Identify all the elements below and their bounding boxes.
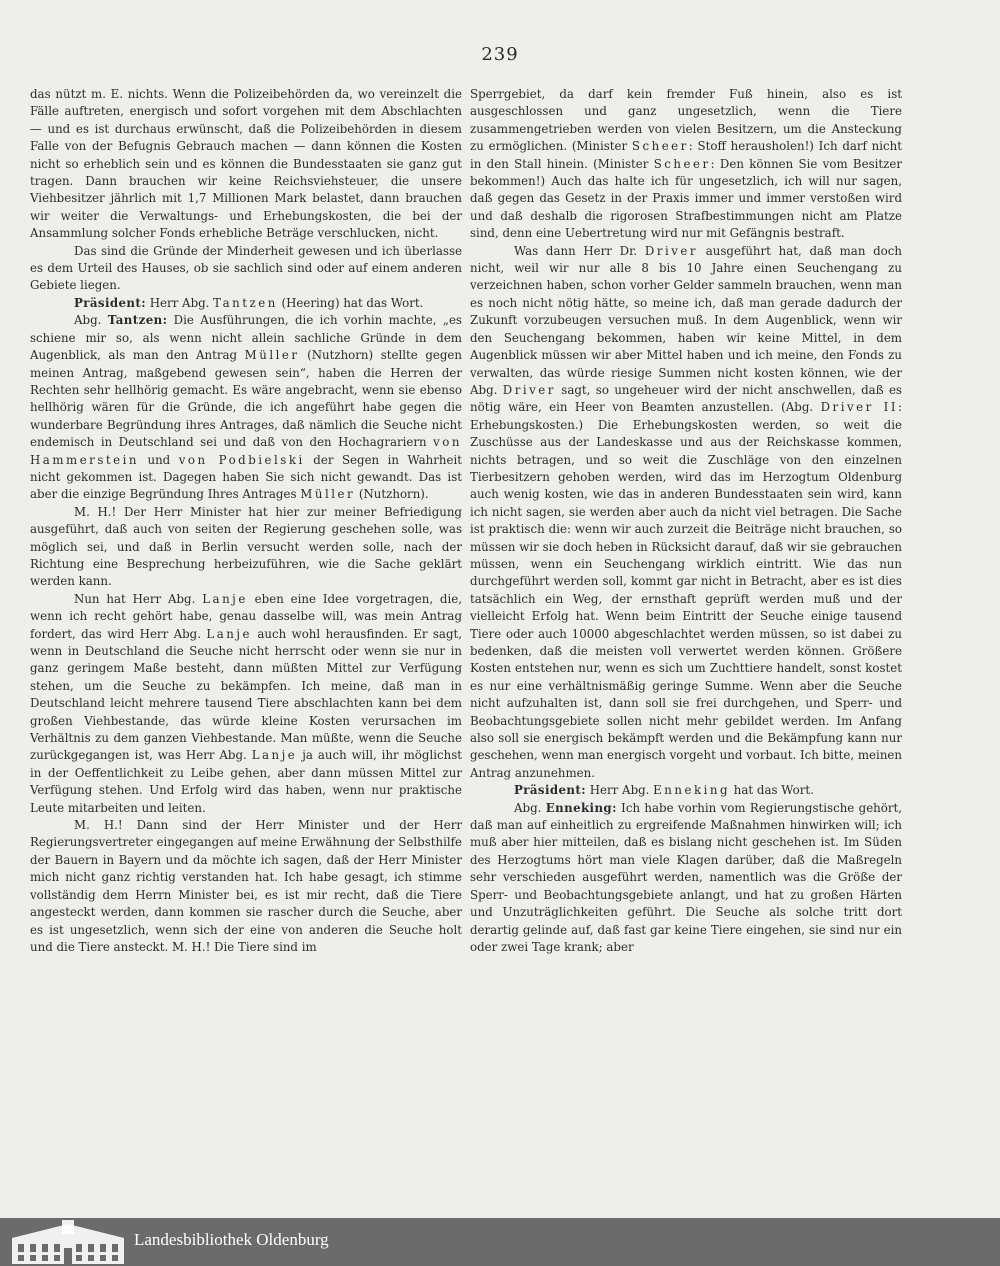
spaced-name: von Podbielski (178, 452, 305, 467)
text-run: (Nutzhorn). (355, 487, 429, 502)
paragraph (30, 86, 462, 243)
text-run: Ich habe vorhin vom Regierungstische gehört, daß man auf einheitlich zu ergreifende Maßnahmen hinwirken will; ich muß aber hier mitteilen, daß es bislang nicht geschehen ist. Im Süden des Herzogtums hört man viele Klagen darüber, daß die Maßregeln sehr verschieden ausgeführt werden, namentlich was die Größe der Sperr- und Beobachtungsgebiete anlangt, und hat zu großen Härten und Unzuträglichkeiten geführt. Die Seuche als solche tritt dort derartig gelinde auf, daß fast gar keine Tiere eingehen, sie sind nur ein oder zwei Tage krank; aber (470, 800, 902, 954)
text-column-right (470, 86, 902, 956)
spaced-name: Müller (300, 487, 356, 502)
text-run: Abg. (514, 800, 546, 815)
spaced-name: Tantzen (213, 295, 278, 310)
text-run: : Erhebungskosten.) Die Erhebungskosten werden, so weit die Zuschüsse aus der Landeskasse und aus der Reichskasse kommen, nichts betragen, und so weit die Zuschläge von den einzelnen Tierbesitzern gehoben werden, wird das im Herzogtum Oldenburg auch wenig kosten, wie das in anderen Bundesstaaten sein wird, kann ich nicht sagen, sie werden aber auch da nicht viel betragen. Die Sache ist praktisch die: wenn wir auch zurzeit die Beiträge nicht brauchen, so müssen wir sie doch heben in Rücksicht darauf, daß wir sie gebrauchen müssen, wenn ein Seuchengang wirklich eintritt. Wie das nun durchgeführt werden soll, kommt gar nicht in Betracht, aber es ist dies tatsächlich ein Weg, der ernsthaft geprüft werden muß und der vielleicht Erfolg hat. Wenn beim Eintritt der Seuche einige tausend Tiere oder auch 10000 abgeschlachtet werden müssen, so ist dabei zu bedenken, daß die meisten voll verwertet werden können. Größere Kosten entstehen nur, wenn es sich um Zuchttiere handelt, sonst kostet es nur eine verhältnismäßig geringe Summe. Wenn aber die Seuche nicht aufzuhalten ist, dann soll sie frei durchgehen, und Sperr- und Beobachtungsgebiete sollen nicht mehr gebildet werden. Im Anfang also soll sie energisch bekämpft werden und die Bekämpfung kann nur geschehen, wenn man energisch vorgeht und vorbaut. Ich bitte, meinen Antrag anzunehmen. (470, 400, 902, 780)
text-run: Was dann Herr Dr. (514, 243, 645, 258)
paragraph (30, 591, 462, 817)
page-number: 239 (481, 44, 519, 65)
library-building-logo (12, 1220, 124, 1264)
text-run: ja auch will, ihr möglichst in der Oeffentlichkeit zu Leibe gehen, aber dann müssen Mittel zur Verfügung stehen. Und Erfolg wird das haben, wenn nur praktische Leute mitarbeiten und leiten. (30, 748, 462, 815)
text-run: M. H.! Der Herr Minister hat hier zur meiner Befriedigung ausgeführt, daß auch von seiten der Regierung geschehen solle, was möglich sei, und daß in Berlin versucht werden solle, nach der Richtung eine Besprechung herbeizuführen, wie die Sache geklärt werden kann. (30, 504, 462, 589)
spaced-name: Driver (502, 382, 556, 397)
text-run: Nun hat Herr Abg. (74, 591, 203, 606)
text-run: Die Ausführungen, die ich vorhin machte, „es schiene mir so, als wenn nicht allein sachliche Gründe in dem Augenblick, als man den Antrag (30, 313, 462, 363)
text-run: und (138, 452, 179, 467)
footer-bar (0, 1218, 1000, 1266)
text-run: M. H.! Dann sind der Herr Minister und der Herr Regierungsvertreter eingegangen auf meine Erwähnung der Selbsthilfe der Bauern in Bayern und da möchte ich sagen, daß der Herr Minister mich nicht ganz richtig verstanden hat. Ich habe gesagt, ich stimme vollständig dem Herrn Minister bei, es ist mir recht, daß die Tiere angesteckt werden, dann kommen sie rascher durch die Seuche, aber es ist ungesetzlich, wenn sich der eine von anderen die Seuche holt und die Tiere ansteckt. M. H.! Die Tiere sind im (30, 818, 462, 954)
spaced-name: Scheer (653, 156, 711, 171)
text-run: das nützt m. E. nichts. Wenn die Polizeibehörden da, wo vereinzelt die Fälle auftreten, energisch und sofort vorgehen mit dem Abschlachten — und es ist durchaus erwünscht, daß die Polizeibehörden in diesem Falle von der Befugnis Gebrauch machen — dann können die Kosten nicht so erheblich sein und es können die Bundesstaaten sie ganz gut tragen. Dann brauchen wir keine Reichsviehsteuer, die unsere Viehbesitzer jährlich mit 1,7 Millionen Mark belastet, dann brauchen wir weiter die Verwaltungs- und Erhebungskosten, die bei der Ansammlung solcher Fonds erhebliche Beträge verschlucken, nicht. (30, 87, 462, 241)
spaced-name: von Hammerstein (30, 435, 462, 467)
text-run: eben eine Idee vorgetragen, die, wenn ich recht gehört habe, genau dasselbe will, was mein Antrag fordert, das wird Herr Abg. (30, 591, 462, 641)
paragraph (30, 312, 462, 503)
spaced-name: Enneking (653, 783, 731, 798)
spaced-name: Driver (644, 243, 699, 258)
spaced-name: Driver II (820, 400, 899, 415)
text-run: der Segen in Wahrheit nicht gekommen ist. Dagegen haben Sie sich nicht gewandt. Das ist aber die einzige Begründung Ihres Antrages (30, 452, 462, 502)
paragraph (30, 295, 462, 312)
footer-label: Landesbibliothek Oldenburg (134, 1230, 329, 1249)
paragraph (30, 817, 462, 956)
text-run: hat das Wort. (730, 783, 814, 798)
speaker-name: Präsident: (514, 783, 586, 798)
text-run: Herr Abg. (146, 295, 214, 310)
speaker-name: Präsident: (74, 295, 146, 310)
spaced-name: Lanje (251, 748, 298, 763)
text-column-left (30, 86, 462, 956)
text-run: Sperrgebiet, da darf kein fremder Fuß hinein, also es ist ausgeschlossen und ganz ungesetzlich, wenn die Tiere zusammengetrieben werden von vielen Besitzern, um die Ansteckung zu ermöglichen. (Minister (470, 87, 902, 154)
text-run: Abg. (74, 313, 108, 328)
text-run: (Nutzhorn) stellte gegen meinen Antrag, maßgebend gewesen sein“, haben die Herren der Rechten sehr hellhörig gemacht. Es wäre angebracht, wenn sie ebenso hellhörig wären für die Gründe, die ich angeführt habe gegen die wunderbare Begründung ihres Antrages, daß nämlich die Seuche nicht endemisch in Deutschland sei und daß von den Hochagrariern (30, 348, 462, 450)
speaker-name: Tantzen: (107, 313, 168, 328)
text-run: : Stoff herausholen!) Ich darf nicht in den Stall hinein. (Minister (470, 139, 902, 171)
spaced-name: Müller (244, 348, 300, 363)
text-run: Das sind die Gründe der Minderheit gewesen und ich überlasse es dem Urteil des Hauses, ob sie sachlich sind oder auf einem anderen Gebiete liegen. (30, 243, 462, 293)
text-run: : Den können Sie vom Besitzer bekommen!) Auch das halte ich für ungesetzlich, ich will nur sagen, daß gegen das Gesetz in der Praxis immer und immer verstoßen wird und daß deshalb die rigorosen Strafbestimmungen nicht am Platze sind, denn eine Uebertretung wird nur mit Gefängnis bestraft. (470, 156, 902, 241)
spaced-name: Lanje (206, 626, 252, 641)
text-run: ausgeführt hat, daß man doch nicht, weil wir nur alle 8 bis 10 Jahre einen Seuchengang zu verzeichnen haben, schon vorher Gelder sammeln brauchen, wenn man es noch nicht nötig hätte, so meine ich, daß man gerade dadurch der Zukunft vorzubeugen versuchen muß. In dem Augenblick, wenn wir den Seuchengang bekommen, haben wir keine Mittel, in dem Augenblick müssen wir aber Mittel haben und ich meine, den Fonds zu verwalten, das würde riesige Summen nicht kosten können, wie der Abg. (470, 243, 902, 397)
text-run: auch wohl herausfinden. Er sagt, wenn in Deutschland die Seuche nicht herrscht oder wenn sie nur in ganz geringem Maße besteht, dann müßten Mittel zur Verfügung stehen, um die Seuche zu bekämpfen. Ich meine, daß man in Deutschland leicht mehrere tausend Tiere abschlachten kann bei dem großen Viehbestande, das würde kleine Kosten verursachen im Verhältnis zu dem ganzen Viehbestande. Man müßte, wenn die Seuche zurückgegangen ist, was Herr Abg. (30, 626, 462, 763)
paragraph (30, 504, 462, 591)
speaker-name: Enneking: (545, 800, 617, 815)
paragraph (470, 800, 902, 957)
spaced-name: Lanje (202, 591, 248, 606)
text-run: sagt, so ungeheuer wird der nicht anschwellen, daß es nötig wäre, ein Heer von Beamten anzustellen. (Abg. (470, 382, 902, 415)
paragraph (470, 86, 902, 243)
spaced-name: Scheer (631, 139, 689, 154)
paragraph (30, 243, 462, 295)
paragraph (470, 243, 902, 783)
text-run: (Heering) hat das Wort. (277, 295, 424, 310)
paragraph (470, 782, 902, 799)
text-run: Herr Abg. (586, 783, 654, 798)
